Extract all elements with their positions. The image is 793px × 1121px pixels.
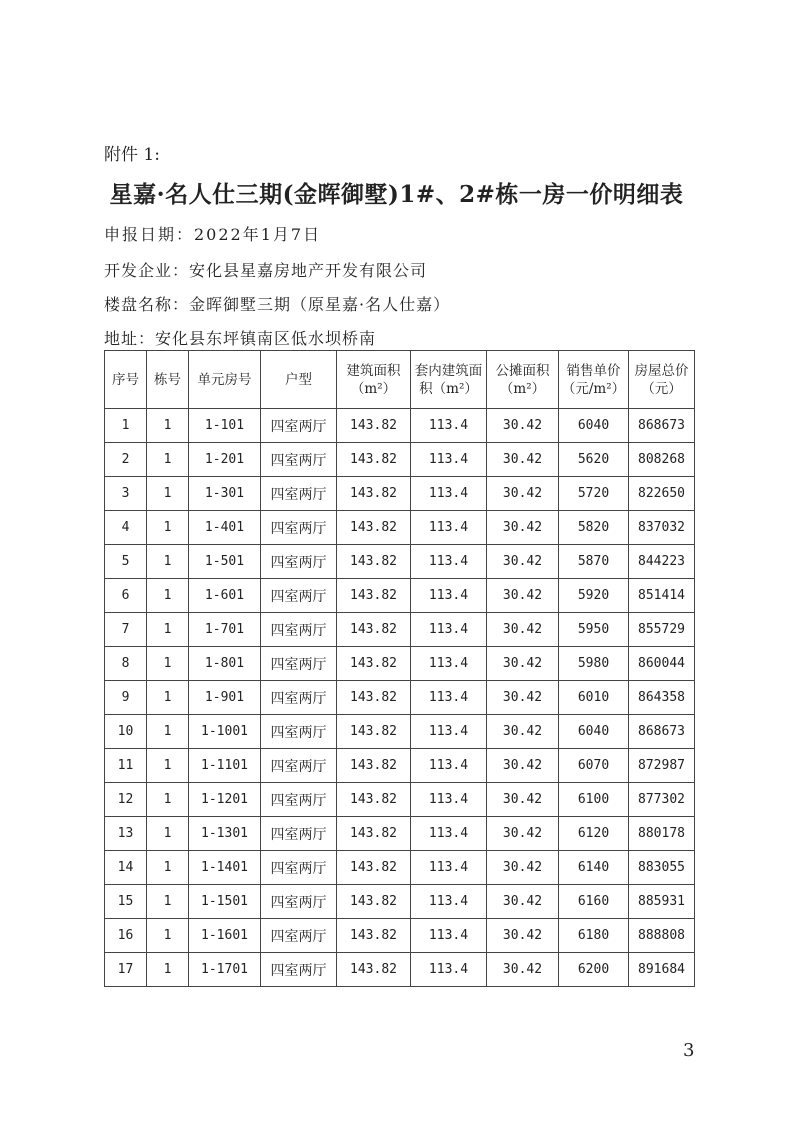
table-cell: 143.82 bbox=[337, 647, 411, 681]
table-cell: 6040 bbox=[559, 409, 629, 443]
table-cell: 9 bbox=[105, 681, 147, 715]
col-header: 序号 bbox=[105, 351, 147, 409]
table-cell: 113.4 bbox=[411, 715, 487, 749]
table-cell: 30.42 bbox=[487, 545, 559, 579]
table-cell: 1-401 bbox=[189, 511, 261, 545]
table-cell: 1-101 bbox=[189, 409, 261, 443]
table-cell: 1 bbox=[147, 443, 189, 477]
table-cell: 5820 bbox=[559, 511, 629, 545]
table-cell: 3 bbox=[105, 477, 147, 511]
table-cell: 143.82 bbox=[337, 511, 411, 545]
table-cell: 1 bbox=[147, 783, 189, 817]
table-header-row bbox=[105, 351, 695, 409]
table-cell: 30.42 bbox=[487, 477, 559, 511]
table-cell: 30.42 bbox=[487, 953, 559, 987]
table-cell: 143.82 bbox=[337, 477, 411, 511]
table-cell: 113.4 bbox=[411, 851, 487, 885]
table-cell: 1-601 bbox=[189, 579, 261, 613]
table-cell: 113.4 bbox=[411, 919, 487, 953]
table-cell: 1 bbox=[147, 749, 189, 783]
col-header: 栋号 bbox=[147, 351, 189, 409]
table-cell: 1 bbox=[147, 545, 189, 579]
table-row bbox=[105, 409, 695, 443]
table-cell: 868673 bbox=[629, 715, 695, 749]
table-cell: 143.82 bbox=[337, 545, 411, 579]
table-cell: 30.42 bbox=[487, 817, 559, 851]
table-cell: 1-1601 bbox=[189, 919, 261, 953]
price-detail-table bbox=[104, 350, 695, 987]
table-cell: 30.42 bbox=[487, 919, 559, 953]
table-cell: 143.82 bbox=[337, 579, 411, 613]
document-title: 星嘉·名人仕三期(金晖御墅)1#、2#栋一房一价明细表 bbox=[109, 181, 684, 208]
table-cell: 860044 bbox=[629, 647, 695, 681]
table-cell: 1-701 bbox=[189, 613, 261, 647]
table-cell: 30.42 bbox=[487, 885, 559, 919]
table-cell: 30.42 bbox=[487, 681, 559, 715]
table-cell: 143.82 bbox=[337, 919, 411, 953]
table-cell: 868673 bbox=[629, 409, 695, 443]
table-cell: 30.42 bbox=[487, 851, 559, 885]
table-cell: 1-1001 bbox=[189, 715, 261, 749]
table-cell: 10 bbox=[105, 715, 147, 749]
table-cell: 1 bbox=[105, 409, 147, 443]
table-cell: 四室两厅 bbox=[261, 613, 337, 647]
table-cell: 891684 bbox=[629, 953, 695, 987]
table-cell: 1 bbox=[147, 613, 189, 647]
table-cell: 143.82 bbox=[337, 613, 411, 647]
table-cell: 808268 bbox=[629, 443, 695, 477]
table-cell: 113.4 bbox=[411, 817, 487, 851]
table-row bbox=[105, 749, 695, 783]
table-cell: 4 bbox=[105, 511, 147, 545]
table-cell: 四室两厅 bbox=[261, 749, 337, 783]
table-cell: 113.4 bbox=[411, 885, 487, 919]
table-cell: 30.42 bbox=[487, 511, 559, 545]
table-cell: 1-301 bbox=[189, 477, 261, 511]
table-cell: 885931 bbox=[629, 885, 695, 919]
table-cell: 844223 bbox=[629, 545, 695, 579]
table-cell: 四室两厅 bbox=[261, 885, 337, 919]
table-cell: 6160 bbox=[559, 885, 629, 919]
table-row bbox=[105, 919, 695, 953]
table-cell: 143.82 bbox=[337, 783, 411, 817]
table-cell: 12 bbox=[105, 783, 147, 817]
table-cell: 1-501 bbox=[189, 545, 261, 579]
table-cell: 143.82 bbox=[337, 715, 411, 749]
table-cell: 113.4 bbox=[411, 511, 487, 545]
table-cell: 1-1701 bbox=[189, 953, 261, 987]
table-cell: 143.82 bbox=[337, 851, 411, 885]
table-cell: 113.4 bbox=[411, 443, 487, 477]
table-cell: 1 bbox=[147, 409, 189, 443]
table-cell: 四室两厅 bbox=[261, 545, 337, 579]
table-cell: 30.42 bbox=[487, 715, 559, 749]
project-name: 楼盘名称：金晖御墅三期（原星嘉·名人仕嘉） bbox=[104, 295, 451, 314]
table-cell: 30.42 bbox=[487, 443, 559, 477]
table-cell: 5920 bbox=[559, 579, 629, 613]
table-cell: 1-1501 bbox=[189, 885, 261, 919]
table-cell: 1 bbox=[147, 579, 189, 613]
table-row bbox=[105, 511, 695, 545]
table-cell: 15 bbox=[105, 885, 147, 919]
table-row bbox=[105, 817, 695, 851]
table-cell: 6070 bbox=[559, 749, 629, 783]
table-row bbox=[105, 953, 695, 987]
table-cell: 1 bbox=[147, 817, 189, 851]
table-cell: 143.82 bbox=[337, 817, 411, 851]
table-cell: 143.82 bbox=[337, 749, 411, 783]
table-row bbox=[105, 885, 695, 919]
table-cell: 6180 bbox=[559, 919, 629, 953]
table-row bbox=[105, 647, 695, 681]
table-cell: 17 bbox=[105, 953, 147, 987]
table-row bbox=[105, 851, 695, 885]
table-cell: 113.4 bbox=[411, 953, 487, 987]
col-header: 房屋总价（元） bbox=[629, 351, 695, 409]
table-cell: 四室两厅 bbox=[261, 851, 337, 885]
col-header: 单元房号 bbox=[189, 351, 261, 409]
table-cell: 143.82 bbox=[337, 953, 411, 987]
col-header: 销售单价（元/m²） bbox=[559, 351, 629, 409]
table-cell: 113.4 bbox=[411, 681, 487, 715]
table-cell: 851414 bbox=[629, 579, 695, 613]
col-header: 公摊面积（m²） bbox=[487, 351, 559, 409]
table-cell: 1-201 bbox=[189, 443, 261, 477]
table-cell: 30.42 bbox=[487, 783, 559, 817]
table-cell: 16 bbox=[105, 919, 147, 953]
table-cell: 1-1401 bbox=[189, 851, 261, 885]
table-cell: 5 bbox=[105, 545, 147, 579]
table-cell: 1 bbox=[147, 477, 189, 511]
table-cell: 113.4 bbox=[411, 749, 487, 783]
table-cell: 872987 bbox=[629, 749, 695, 783]
table-cell: 6200 bbox=[559, 953, 629, 987]
table-cell: 5620 bbox=[559, 443, 629, 477]
table-cell: 143.82 bbox=[337, 409, 411, 443]
table-cell: 113.4 bbox=[411, 647, 487, 681]
table-body bbox=[105, 409, 695, 987]
table-cell: 1 bbox=[147, 715, 189, 749]
table-cell: 1 bbox=[147, 647, 189, 681]
table-cell: 822650 bbox=[629, 477, 695, 511]
table-cell: 13 bbox=[105, 817, 147, 851]
table-cell: 四室两厅 bbox=[261, 715, 337, 749]
attachment-label: 附件 1: bbox=[104, 145, 160, 165]
table-cell: 143.82 bbox=[337, 885, 411, 919]
table-cell: 113.4 bbox=[411, 783, 487, 817]
table-cell: 5720 bbox=[559, 477, 629, 511]
address: 地址：安化县东坪镇南区低水坝桥南 bbox=[104, 329, 377, 348]
table-cell: 883055 bbox=[629, 851, 695, 885]
table-cell: 四室两厅 bbox=[261, 817, 337, 851]
table-cell: 6100 bbox=[559, 783, 629, 817]
table-cell: 880178 bbox=[629, 817, 695, 851]
table-cell: 四室两厅 bbox=[261, 919, 337, 953]
table-row bbox=[105, 477, 695, 511]
table-cell: 四室两厅 bbox=[261, 681, 337, 715]
table-cell: 1 bbox=[147, 885, 189, 919]
table-cell: 四室两厅 bbox=[261, 953, 337, 987]
table-cell: 30.42 bbox=[487, 647, 559, 681]
table-cell: 6040 bbox=[559, 715, 629, 749]
table-cell: 30.42 bbox=[487, 579, 559, 613]
table-cell: 30.42 bbox=[487, 749, 559, 783]
table-cell: 888808 bbox=[629, 919, 695, 953]
table-cell: 877302 bbox=[629, 783, 695, 817]
table-cell: 143.82 bbox=[337, 681, 411, 715]
table-cell: 1 bbox=[147, 851, 189, 885]
table-cell: 1-1301 bbox=[189, 817, 261, 851]
page-number: 3 bbox=[683, 1040, 695, 1061]
col-header: 套内建筑面积（m²） bbox=[411, 351, 487, 409]
table-cell: 864358 bbox=[629, 681, 695, 715]
table-cell: 113.4 bbox=[411, 545, 487, 579]
table-row bbox=[105, 579, 695, 613]
table-cell: 5870 bbox=[559, 545, 629, 579]
table-cell: 143.82 bbox=[337, 443, 411, 477]
table-cell: 30.42 bbox=[487, 409, 559, 443]
table-cell: 30.42 bbox=[487, 613, 559, 647]
table-cell: 1 bbox=[147, 681, 189, 715]
table-row bbox=[105, 443, 695, 477]
table-row bbox=[105, 681, 695, 715]
table-cell: 1-1101 bbox=[189, 749, 261, 783]
table-row bbox=[105, 545, 695, 579]
report-date: 申报日期：2022年1月7日 bbox=[104, 225, 322, 244]
developer: 开发企业：安化县星嘉房地产开发有限公司 bbox=[104, 261, 428, 280]
table-cell: 1 bbox=[147, 511, 189, 545]
table-cell: 6120 bbox=[559, 817, 629, 851]
table-cell: 1-1201 bbox=[189, 783, 261, 817]
table-cell: 四室两厅 bbox=[261, 579, 337, 613]
table-cell: 四室两厅 bbox=[261, 409, 337, 443]
table-cell: 855729 bbox=[629, 613, 695, 647]
table-row bbox=[105, 783, 695, 817]
table-cell: 四室两厅 bbox=[261, 443, 337, 477]
table-cell: 5950 bbox=[559, 613, 629, 647]
col-header: 户型 bbox=[261, 351, 337, 409]
table-cell: 1-901 bbox=[189, 681, 261, 715]
table-cell: 四室两厅 bbox=[261, 511, 337, 545]
table-cell: 四室两厅 bbox=[261, 477, 337, 511]
table-cell: 837032 bbox=[629, 511, 695, 545]
table-cell: 113.4 bbox=[411, 579, 487, 613]
table-cell: 11 bbox=[105, 749, 147, 783]
table-cell: 6140 bbox=[559, 851, 629, 885]
table-cell: 1-801 bbox=[189, 647, 261, 681]
table-cell: 1 bbox=[147, 953, 189, 987]
table-cell: 2 bbox=[105, 443, 147, 477]
table-cell: 5980 bbox=[559, 647, 629, 681]
col-header: 建筑面积（m²） bbox=[337, 351, 411, 409]
table-cell: 113.4 bbox=[411, 613, 487, 647]
table-cell: 113.4 bbox=[411, 409, 487, 443]
table-cell: 四室两厅 bbox=[261, 783, 337, 817]
table-cell: 6 bbox=[105, 579, 147, 613]
table-cell: 8 bbox=[105, 647, 147, 681]
table-cell: 四室两厅 bbox=[261, 647, 337, 681]
table-row bbox=[105, 613, 695, 647]
table-cell: 6010 bbox=[559, 681, 629, 715]
table-cell: 113.4 bbox=[411, 477, 487, 511]
table-cell: 7 bbox=[105, 613, 147, 647]
table-cell: 1 bbox=[147, 919, 189, 953]
table-cell: 14 bbox=[105, 851, 147, 885]
table-row bbox=[105, 715, 695, 749]
